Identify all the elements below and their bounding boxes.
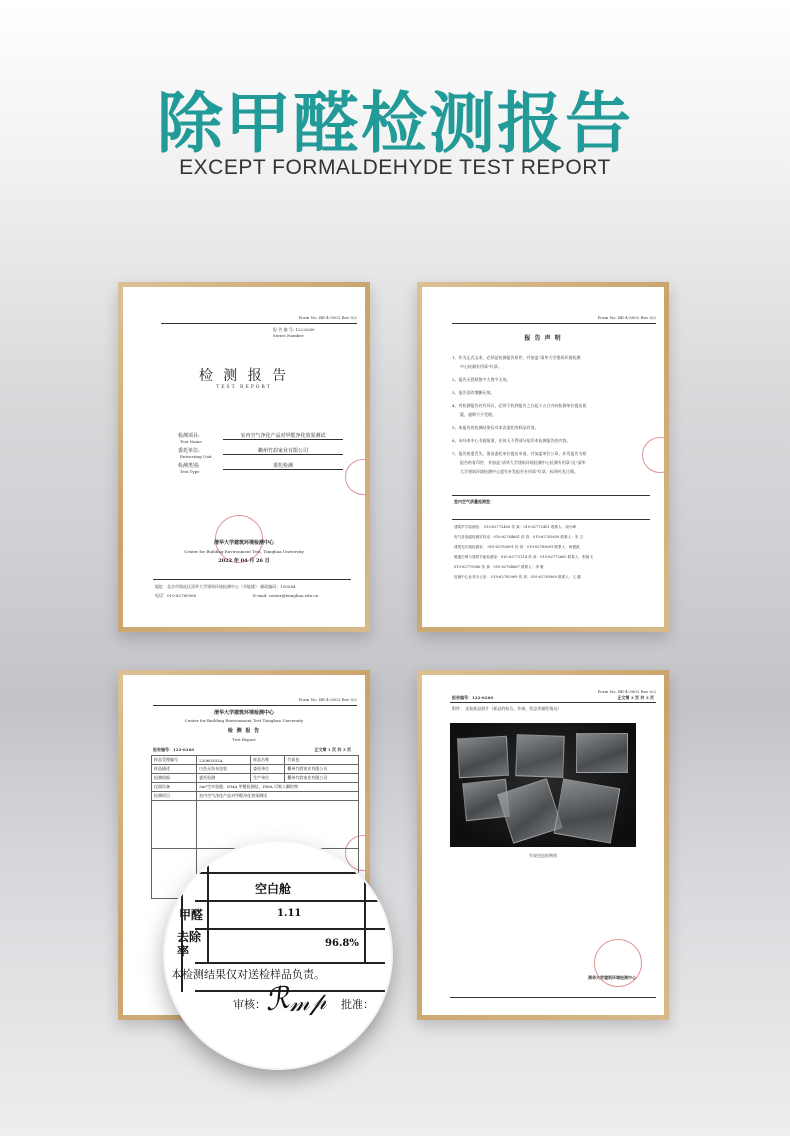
sample-bag bbox=[554, 778, 621, 843]
serial-number: 报告编号：122-6260 bbox=[452, 695, 494, 700]
declaration-title: 报 告 声 明 bbox=[524, 335, 562, 342]
page-title: 除甲醛检测报告 bbox=[157, 85, 633, 162]
formaldehyde-value: 1.11 bbox=[277, 908, 302, 919]
contacts-title: 室内空气质量检测室： bbox=[454, 499, 494, 504]
sample-bag bbox=[515, 734, 564, 778]
serial-number: 报告编号：122-6260 bbox=[153, 747, 195, 752]
table-row: 样品受理编号 22060302A 样品名称 竹炭包 bbox=[152, 756, 359, 765]
cover-title: 检 测 报 告 bbox=[198, 368, 290, 384]
page-number: 正文第 1 页 共 3 页 bbox=[314, 747, 351, 752]
report-cover-card[interactable] bbox=[118, 282, 370, 632]
declaration-item: 6、未经本中心书面批准，任何人不得部分复印本检测报告的内容。 bbox=[452, 438, 571, 443]
removal-rate-label: 去除率 bbox=[177, 930, 202, 958]
cover-title-en: TEST REPORT bbox=[216, 385, 272, 390]
email-line: E-mail: center@tsinghua.edu.cn bbox=[253, 593, 319, 598]
address-line: 地址：北京市海淀区清华大学建筑环境检测中心（节能楼） 邮政编码：100084 bbox=[155, 584, 296, 589]
contact-line: 010-62779386 传 真：010-62784667 联系人：李 雅 bbox=[454, 565, 544, 569]
sample-bag bbox=[576, 733, 628, 773]
table-row: 检测项目 室内空气净化产品对甲醛净化效果测试 bbox=[152, 792, 359, 801]
serial-number: 报 告 编 号: 122-6260 bbox=[273, 327, 315, 332]
declaration-item: 7、报告如遗丢失，需由委托单位提出申请，并加盖单位公章，补发报告为原 bbox=[452, 451, 587, 456]
form-number: Form No. BE-4-5002 Rev 0/2 bbox=[597, 689, 656, 694]
sample-bag bbox=[457, 736, 509, 779]
removal-rate-value: 96.8% bbox=[325, 938, 359, 949]
center-name: 清华大学建筑环境检测中心 bbox=[588, 975, 636, 980]
table-row: 样品描述 白色无纺布包装 委托单位 衢州竹韵家业有限公司 bbox=[152, 765, 359, 774]
contact-line: 检测中心业务办公室： 010-62785969 传 真：010-62783969 联系人：王 璐 bbox=[454, 575, 581, 579]
serial-number-en: Series Number bbox=[273, 333, 304, 338]
declaration-item: 5、本报告的检测结果仅对本次委托的样品有效。 bbox=[452, 425, 539, 430]
report-photo-card[interactable] bbox=[417, 670, 669, 1020]
field-value: 室内空气净化产品对甲醛净化效果测试 bbox=[223, 432, 343, 440]
field-label-en: Test Name bbox=[180, 439, 202, 444]
page-number: 正文第 3 页 共 3 页 bbox=[617, 695, 654, 700]
field-label: 委托单位: bbox=[178, 448, 200, 454]
disclaimer-note: 本检测结果仅对送检样品负责。 bbox=[171, 968, 325, 981]
report-declaration-card[interactable] bbox=[417, 282, 669, 632]
report-photo-page bbox=[422, 675, 664, 1015]
center-name-en: Center for Building Environment Test, Tsinghua University bbox=[184, 549, 304, 554]
table-row: 检测依据 委托检测 生产单位 衢州竹韵家业有限公司 bbox=[152, 774, 359, 783]
page-subtitle: EXCEPT FORMALDEHYDE TEST REPORT bbox=[179, 156, 611, 179]
formaldehyde-label: 甲醛 bbox=[179, 908, 204, 922]
magnifier-zoom bbox=[165, 842, 391, 1068]
field-label: 检测类别: bbox=[178, 463, 200, 469]
results-title: 检 测 报 告 bbox=[227, 728, 261, 734]
field-value: 委托检测 bbox=[223, 462, 343, 470]
edge-stamp bbox=[345, 459, 365, 495]
declaration-item: 中心检测专用章"红章。 bbox=[460, 364, 502, 369]
declaration-item: 2、报告无授权签字人签字无效。 bbox=[452, 377, 511, 382]
edge-stamp bbox=[642, 437, 664, 473]
contact-line: 建筑声学检测室： 010-62772400 传 真：010-62772401 联系人：周小峰 bbox=[454, 525, 576, 529]
report-cover-page bbox=[123, 287, 365, 627]
field-label: 检测项目: bbox=[178, 433, 200, 439]
reviewer-signature: ℛ bbox=[262, 980, 292, 1019]
phone-line: 电话：010-62785969 bbox=[155, 593, 197, 598]
center-name: 清华大学建筑环境检测中心 bbox=[213, 540, 274, 546]
field-label-en: Test Type bbox=[180, 469, 200, 474]
report-date: 2022 年 04 月 26 日 bbox=[218, 558, 270, 564]
center-name-en: Center for Building Environment Test Tsinghua University bbox=[184, 718, 304, 723]
declaration-item: 1、作为正式文本，必须是检测报告原件，并加盖"清华大学建筑环境检测 bbox=[452, 355, 581, 360]
photo-caption: 竹炭包送检物图 bbox=[529, 853, 557, 858]
sample-photo[interactable] bbox=[450, 723, 636, 847]
table-row: 仪器设备 3m³空实验舱、DMA 甲醛检测仪、DMA 可吸入颗粒物 bbox=[152, 783, 359, 792]
contact-line: 电气及电磁检测实验室：010-62784661 传 真：010-62783639 联系人：朱 文 bbox=[454, 535, 584, 539]
declaration-item: 大学建筑环境检测中心遗失补发报告专用章"红章，标明补发日期。 bbox=[460, 469, 578, 474]
declaration-item: 报告的复印件，并加盖"清华大学建筑环境检测中心检测专用章"及"清华 bbox=[460, 460, 586, 465]
declaration-item: 疑，逾期不予受理。 bbox=[460, 412, 496, 417]
form-number: Form No. BE-4-5002 Rev 0/2 bbox=[298, 697, 357, 702]
blank-chamber-header: 空白舱 bbox=[255, 882, 292, 896]
reviewer-signature-tail: 𝓂𝓅 bbox=[288, 986, 328, 1018]
approve-label: 批准： bbox=[341, 998, 374, 1011]
field-label-en: Entrusting Unit bbox=[180, 454, 212, 459]
center-name: 清华大学建筑环境检测中心 bbox=[213, 710, 274, 716]
declaration-item: 4、对检测报告若有异议，必须于收到报告之日起十五日内向检测单位提出质 bbox=[452, 403, 587, 408]
sample-bag bbox=[497, 778, 563, 844]
form-number: Form No. BE-4-5002 Rev 0/2 bbox=[597, 315, 656, 320]
attachment-caption: 附件： 送检样品照片（样品的贴合、外观、状态等描绘情况） bbox=[452, 706, 562, 711]
review-label: 审核： bbox=[233, 998, 266, 1011]
report-declaration-page bbox=[422, 287, 664, 627]
declaration-item: 3、报告涂改增删无效。 bbox=[452, 390, 495, 395]
contact-line: 暖通空调与建筑节能检测室：010-62772114 传 真：010-62772663 联系人：张晓飞 bbox=[454, 555, 593, 559]
form-number: Form No. BE-4-5002 Rev 0/2 bbox=[298, 315, 357, 320]
contact-line: 建筑光环境检测室： 010-62783691 传 真：010-62783691 联系人：杨德凯 bbox=[454, 545, 580, 549]
results-title-en: Test Report bbox=[232, 737, 256, 742]
field-value: 衢州竹韵家业有限公司 bbox=[223, 447, 343, 455]
